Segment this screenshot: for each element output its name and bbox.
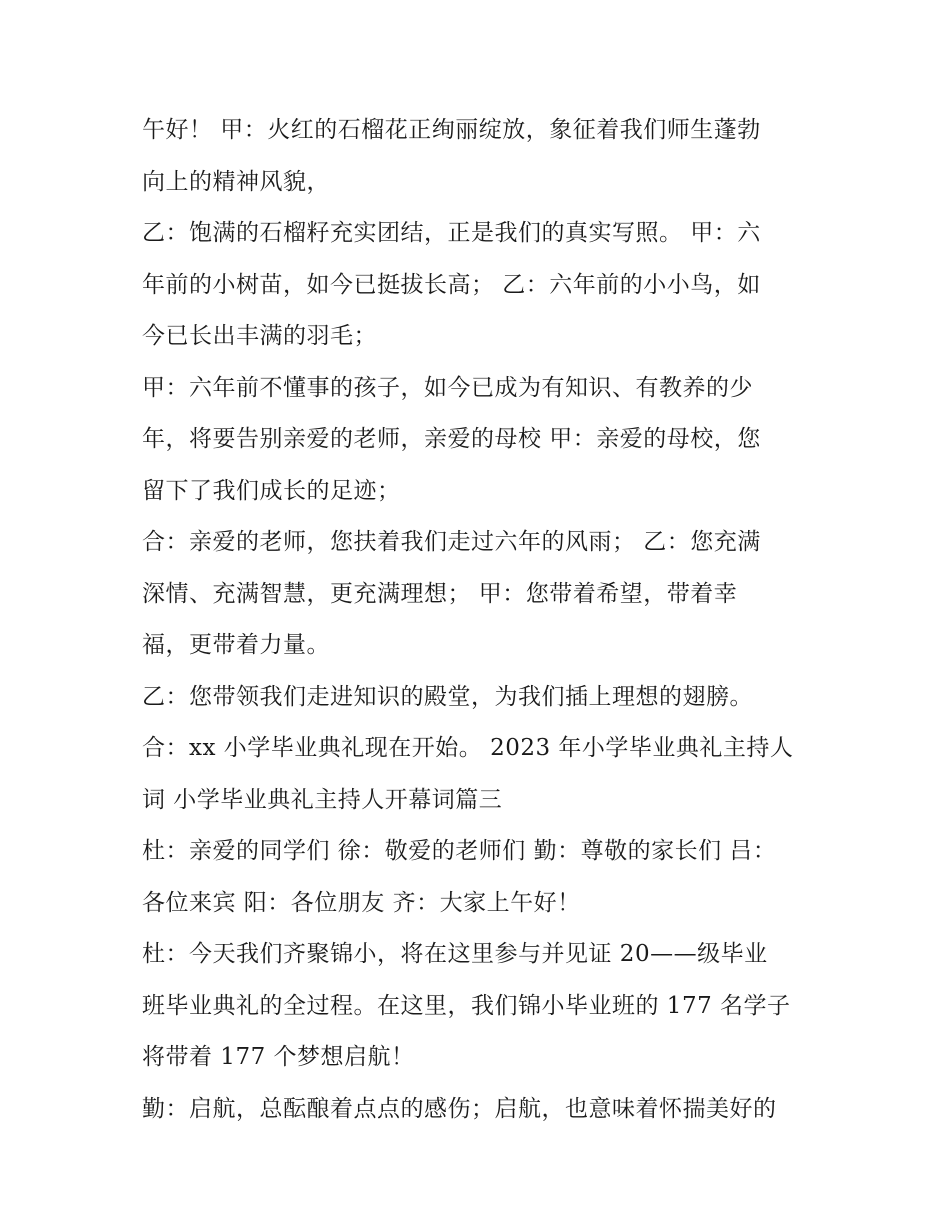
text-line: 勤：启航，总酝酿着点点的感伤；启航，也意味着怀揣美好的 — [142, 1095, 777, 1122]
text-line: 杜：今天我们齐聚锦小，将在这里参与并见证 20——级毕业 — [142, 941, 768, 967]
text-line: 乙：饱满的石榴籽充实团结，正是我们的真实写照。 甲：六 — [142, 220, 761, 246]
text-line: 今已长出丰满的羽毛； — [142, 323, 377, 349]
text-line: 合：亲爱的老师，您扶着我们走过六年的风雨； 乙：您充满 — [142, 529, 761, 555]
text-line: 词 小学毕业典礼主持人开幕词篇三 — [142, 786, 503, 813]
body-text — [142, 108, 822, 1138]
text-line: 杜：亲爱的同学们 徐：敬爱的老师们 勤：尊敬的家长们 吕： — [142, 838, 777, 864]
text-line: 乙：您带领我们走进知识的殿堂，为我们插上理想的翅膀。 — [142, 683, 753, 710]
text-line: 深情、充满智慧，更充满理想； 甲：您带着希望，带着幸 — [142, 580, 738, 607]
text-line: 年，将要告别亲爱的老师，亲爱的母校 甲：亲爱的母校，您 — [142, 426, 761, 452]
text-line: 班毕业典礼的全过程。在这里，我们锦小毕业班的 177 名学子 — [142, 992, 791, 1019]
text-line: 合：xx 小学毕业典礼现在开始。 2023 年小学毕业典礼主持人 — [142, 735, 794, 761]
text-line: 各位来宾 阳：各位朋友 齐：大家上午好！ — [142, 889, 581, 916]
text-line: 留下了我们成长的足迹； — [142, 477, 401, 504]
text-line: 午好！ 甲：火红的石榴花正绚丽绽放，象征着我们师生蓬勃 — [142, 117, 761, 143]
text-line: 福，更带着力量。 — [142, 632, 330, 658]
text-line: 年前的小树苗，如今已挺拔长高； 乙：六年前的小小鸟，如 — [142, 271, 761, 298]
text-line: 将带着 177 个梦想启航！ — [142, 1044, 415, 1070]
text-line: 甲：六年前不懂事的孩子，如今已成为有知识、有教养的少 — [142, 374, 753, 401]
text-line: 向上的精神风貌， — [142, 168, 330, 195]
